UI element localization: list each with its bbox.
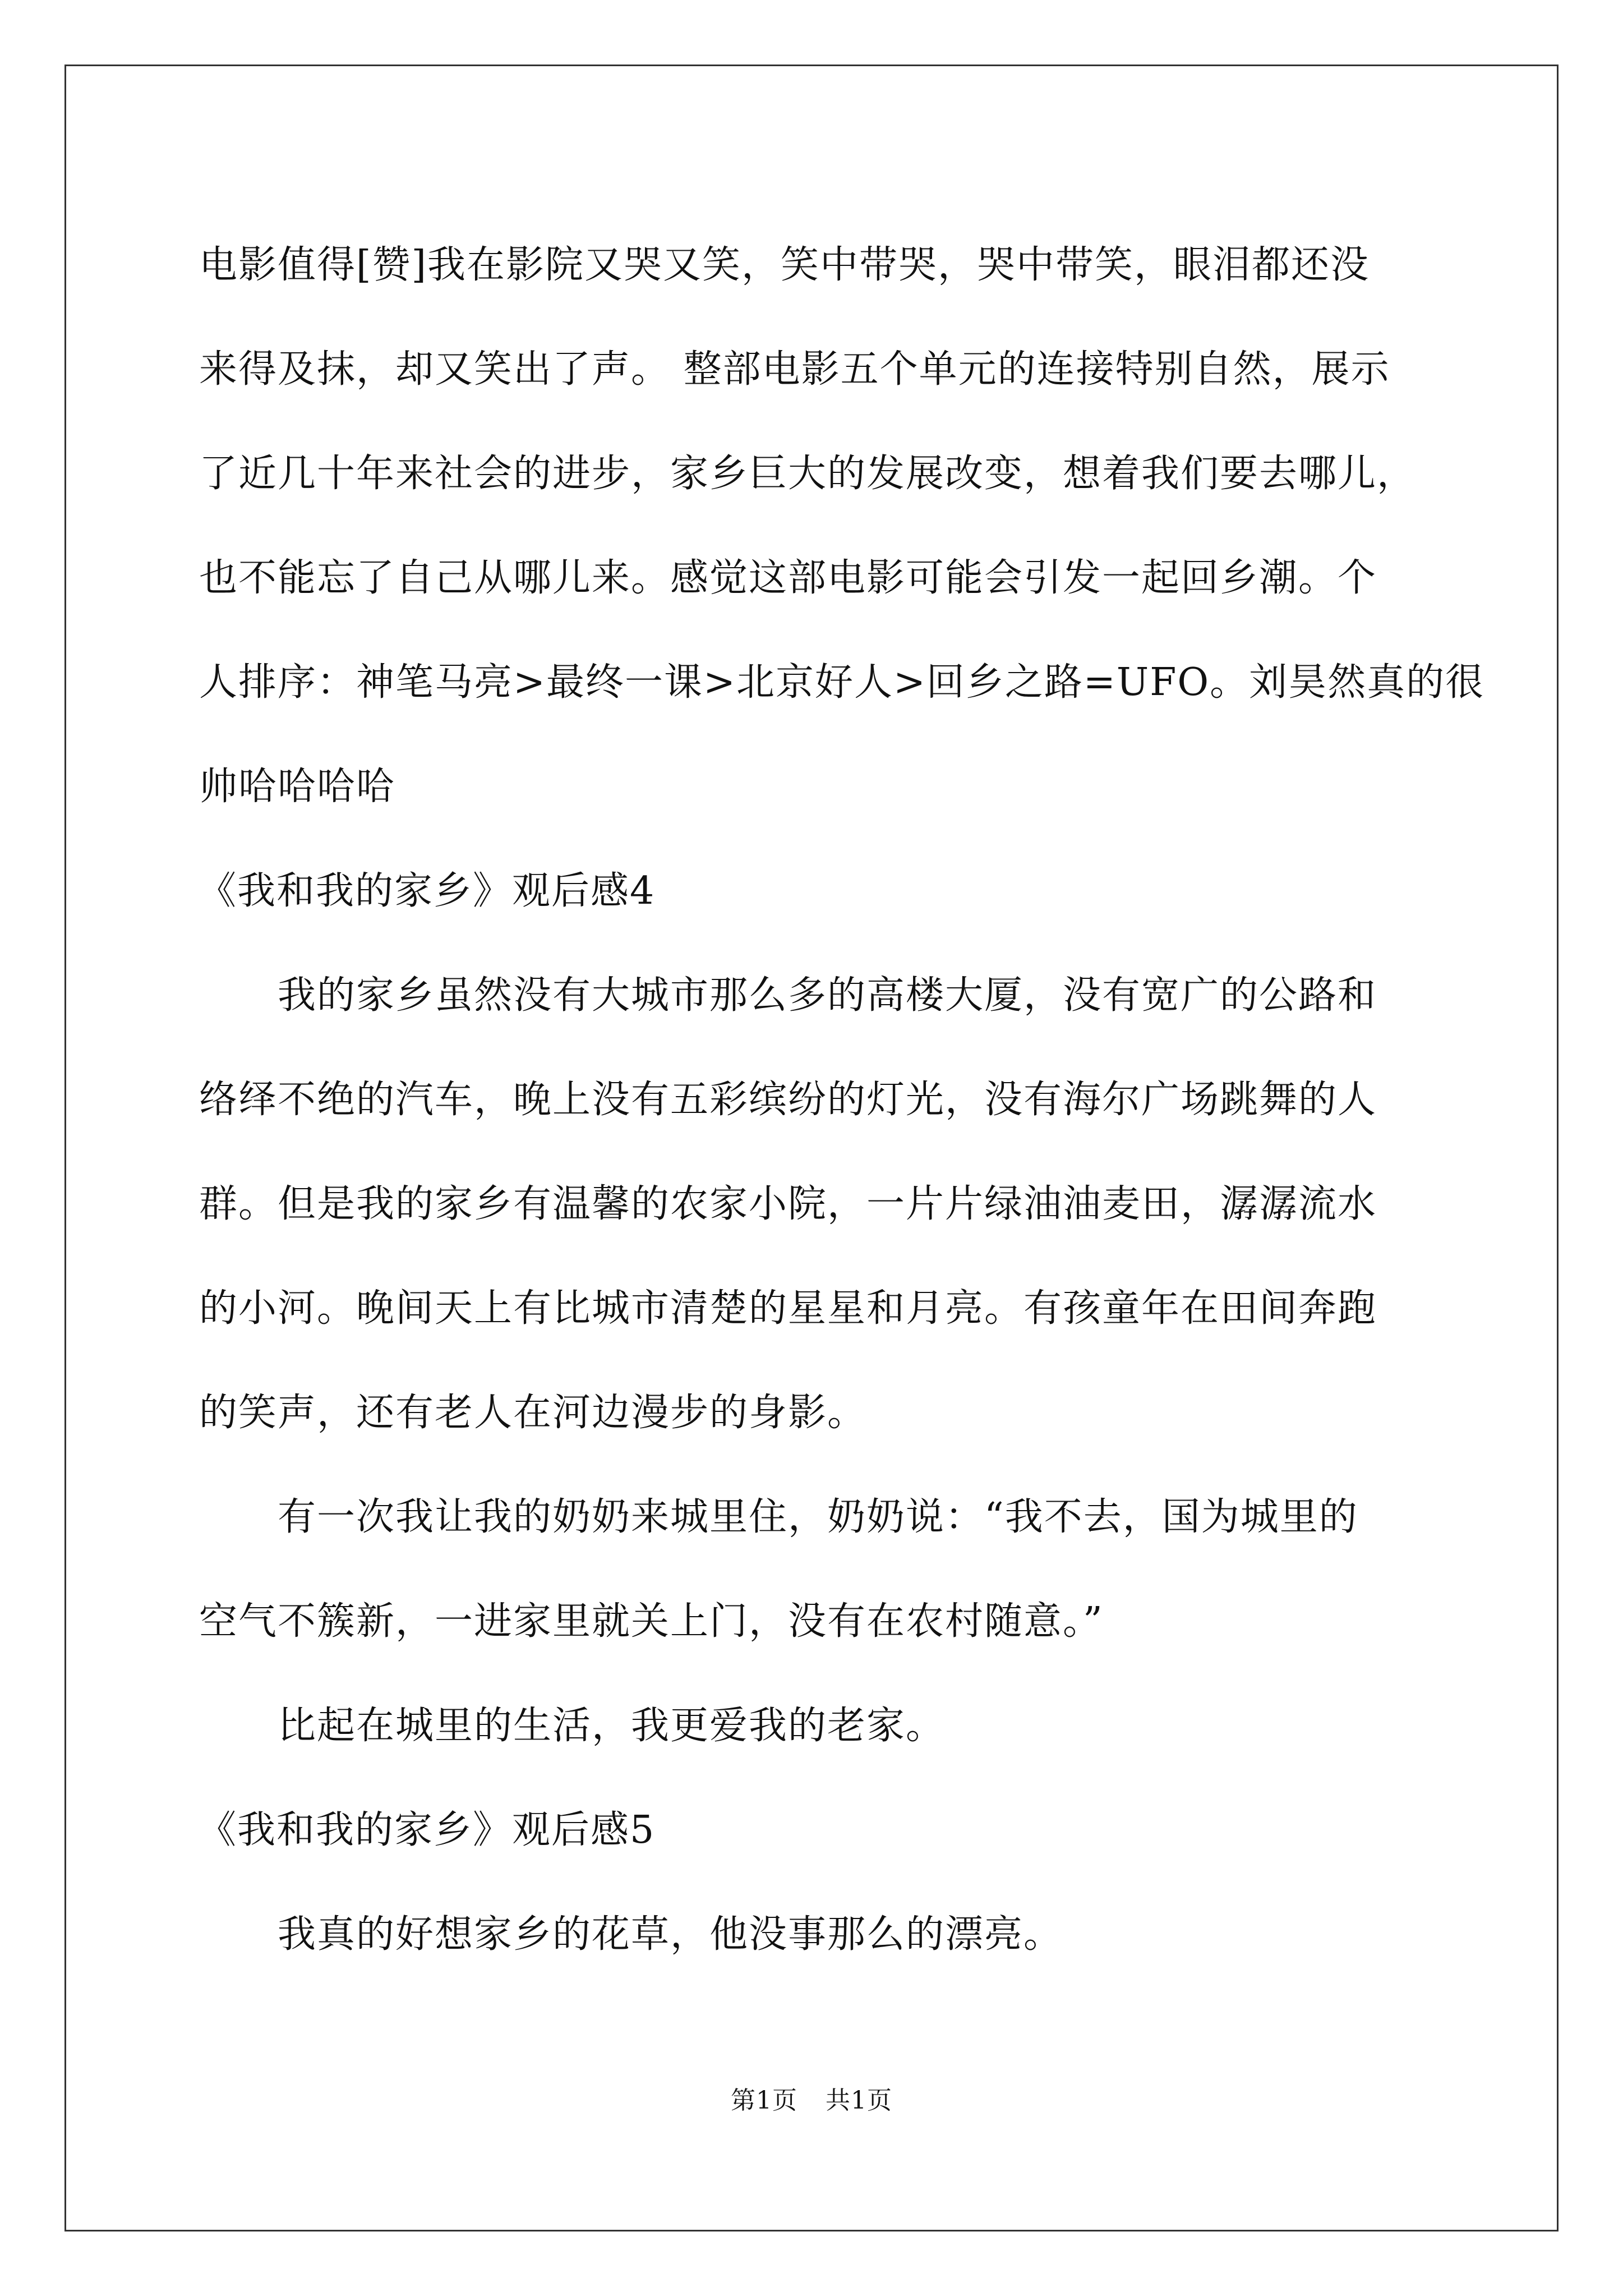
document-body xyxy=(198,213,1485,1987)
section-heading: 《我和我的家乡》观后感4 xyxy=(198,869,656,913)
page-footer xyxy=(0,2084,1623,2118)
text-line: 也不能忘了自己从哪儿来。感觉这部电影可能会引发一起回乡潮。个 xyxy=(199,556,1377,600)
text-line: 来得及抹，却又笑出了声。 整部电影五个单元的连接特别自然，展示 xyxy=(199,347,1390,392)
text-line: 空气不簇新，一进家里就关上门，没有在农村随意。” xyxy=(199,1599,1104,1644)
text-line: 络绎不绝的汽车，晚上没有五彩缤纷的灯光，没有海尔广场跳舞的人 xyxy=(199,1078,1377,1122)
paragraph-first-line: 有一次我让我的奶奶来城里住，奶奶说：“我不去，国为城里的 xyxy=(278,1495,1358,1539)
section-heading: 《我和我的家乡》观后感5 xyxy=(198,1808,656,1852)
text-line: 的小河。晚间天上有比城市清楚的星星和月亮。有孩童年在田间奔跑 xyxy=(199,1286,1377,1331)
text-line: 电影值得[赞]我在影院又哭又笑，笑中带哭，哭中带笑，眼泪都还没 xyxy=(199,243,1370,287)
paragraph-first-line: 我真的好想家乡的花草，他没事那么的漂亮。 xyxy=(278,1912,1063,1957)
text-line: 帅哈哈哈哈 xyxy=(199,765,396,809)
text-line: 了近几十年来社会的进步，家乡巨大的发展改变，想着我们要去哪儿， xyxy=(199,452,1417,496)
page-number: 第1页 xyxy=(731,2086,797,2115)
text-line: 的笑声，还有老人在河边漫步的身影。 xyxy=(199,1391,867,1435)
page-total: 共1页 xyxy=(826,2086,892,2115)
paragraph-first-line: 比起在城里的生活，我更爱我的老家。 xyxy=(278,1704,946,1748)
text-line: 人排序：神笔马亮>最终一课>北京好人>回乡之路=UFO。刘昊然真的很 xyxy=(199,660,1485,705)
paragraph-first-line: 我的家乡虽然没有大城市那么多的高楼大厦，没有宽广的公路和 xyxy=(278,973,1377,1018)
text-line: 群。但是我的家乡有温馨的农家小院，一片片绿油油麦田，潺潺流水 xyxy=(199,1182,1377,1226)
